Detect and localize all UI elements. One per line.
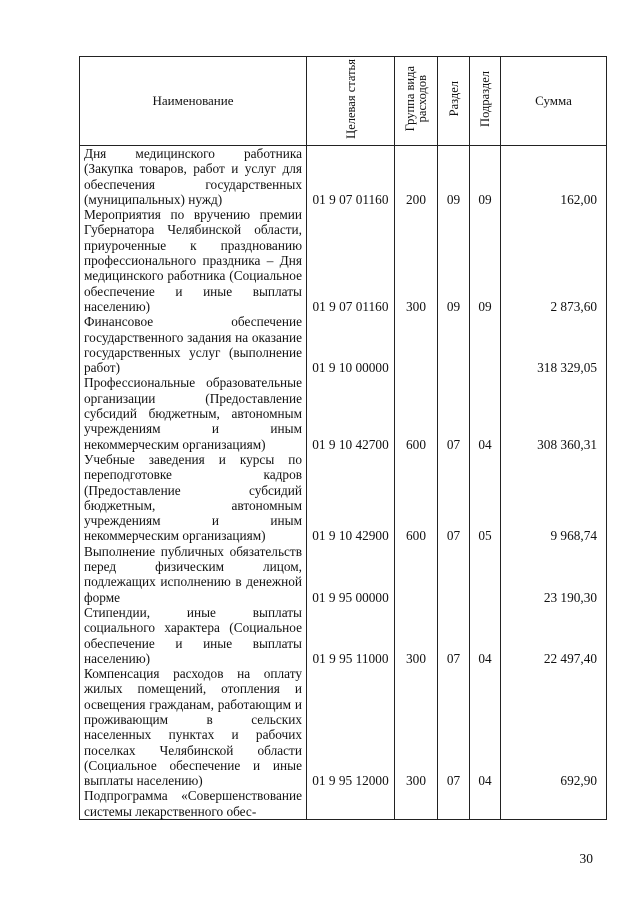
row-group <box>395 314 438 375</box>
table-row <box>80 452 607 544</box>
row-section: 07 <box>438 452 470 544</box>
table-body <box>80 146 607 820</box>
row-group: 300 <box>395 605 438 666</box>
row-group: 200 <box>395 146 438 208</box>
row-name: Подпрограмма «Совершенствование системы лекарственного обес- <box>80 788 307 819</box>
table-row <box>80 605 607 666</box>
row-section <box>438 544 470 605</box>
row-section <box>438 314 470 375</box>
row-subsection: 04 <box>470 605 501 666</box>
row-target: 01 9 10 00000 <box>307 314 395 375</box>
row-sum: 22 497,40 <box>501 605 607 666</box>
row-subsection <box>470 544 501 605</box>
row-group <box>395 788 438 819</box>
row-name: Учебные заведения и курсы по переподготовке кадров (Предоставление субсидий бюджетным, автономным учреждениям и иным некоммерческим организациям) <box>80 452 307 544</box>
row-name: Профессиональные образовательные организации (Предоставление субсидий бюджетным, автономным учреждениям и иным некоммерческим организациям) <box>80 375 307 451</box>
table-row <box>80 375 607 451</box>
row-subsection: 09 <box>470 146 501 208</box>
row-sum: 9 968,74 <box>501 452 607 544</box>
table-row <box>80 666 607 788</box>
row-section: 07 <box>438 375 470 451</box>
header-target: Целевая статья <box>307 57 395 146</box>
row-sum: 2 873,60 <box>501 207 607 314</box>
row-group: 600 <box>395 452 438 544</box>
row-sum: 162,00 <box>501 146 607 208</box>
row-sum <box>501 788 607 819</box>
row-target: 01 9 10 42700 <box>307 375 395 451</box>
header-section: Раздел <box>438 57 470 146</box>
row-target: 01 9 07 01160 <box>307 146 395 208</box>
header-group: Группа вида расходов <box>395 57 438 146</box>
row-target: 01 9 10 42900 <box>307 452 395 544</box>
table-row <box>80 146 607 208</box>
table-row <box>80 314 607 375</box>
budget-table <box>79 56 607 820</box>
row-name: Стипендии, иные выплаты социального характера (Социальное обеспечение и иные выплаты населению) <box>80 605 307 666</box>
row-section <box>438 788 470 819</box>
row-section: 07 <box>438 605 470 666</box>
row-name: Дня медицинского работника (Закупка товаров, работ и услуг для обеспечения государственных (муниципальных) нужд) <box>80 146 307 208</box>
row-target: 01 9 95 11000 <box>307 605 395 666</box>
row-group: 300 <box>395 666 438 788</box>
row-group: 300 <box>395 207 438 314</box>
table-row <box>80 788 607 819</box>
row-target: 01 9 95 12000 <box>307 666 395 788</box>
header-subsection: Подраздел <box>470 57 501 146</box>
row-section: 07 <box>438 666 470 788</box>
row-section: 09 <box>438 146 470 208</box>
row-subsection: 04 <box>470 375 501 451</box>
table-row <box>80 207 607 314</box>
row-subsection: 04 <box>470 666 501 788</box>
row-subsection: 09 <box>470 207 501 314</box>
row-group <box>395 544 438 605</box>
row-sum: 692,90 <box>501 666 607 788</box>
table-row <box>80 544 607 605</box>
row-section: 09 <box>438 207 470 314</box>
row-name: Мероприятия по вручению премии Губернатора Челябинской области, приуроченные к празднованию профессионального праздника – Дня медицинского работника (Социальное обеспечение и иные выплаты населению) <box>80 207 307 314</box>
row-target: 01 9 95 00000 <box>307 544 395 605</box>
row-sum: 308 360,31 <box>501 375 607 451</box>
page-number: 30 <box>579 851 593 866</box>
table-header <box>80 57 607 146</box>
row-group: 600 <box>395 375 438 451</box>
header-name: Наименование <box>80 57 307 146</box>
row-target <box>307 788 395 819</box>
row-subsection <box>470 314 501 375</box>
row-name: Финансовое обеспечение государственного задания на оказание государственных услуг (выполнение работ) <box>80 314 307 375</box>
header-sum: Сумма <box>501 57 607 146</box>
row-target: 01 9 07 01160 <box>307 207 395 314</box>
row-sum: 23 190,30 <box>501 544 607 605</box>
row-name: Компенсация расходов на оплату жилых помещений, отопления и освещения гражданам, работающим и проживающим в сельских населенных пунктах и рабочих поселках Челябинской области (Социальное обеспечение и иные выплаты населению) <box>80 666 307 788</box>
row-subsection: 05 <box>470 452 501 544</box>
row-name: Выполнение публичных обязательств перед физическим лицом, подлежащих исполнению в денежной форме <box>80 544 307 605</box>
row-subsection <box>470 788 501 819</box>
row-sum: 318 329,05 <box>501 314 607 375</box>
